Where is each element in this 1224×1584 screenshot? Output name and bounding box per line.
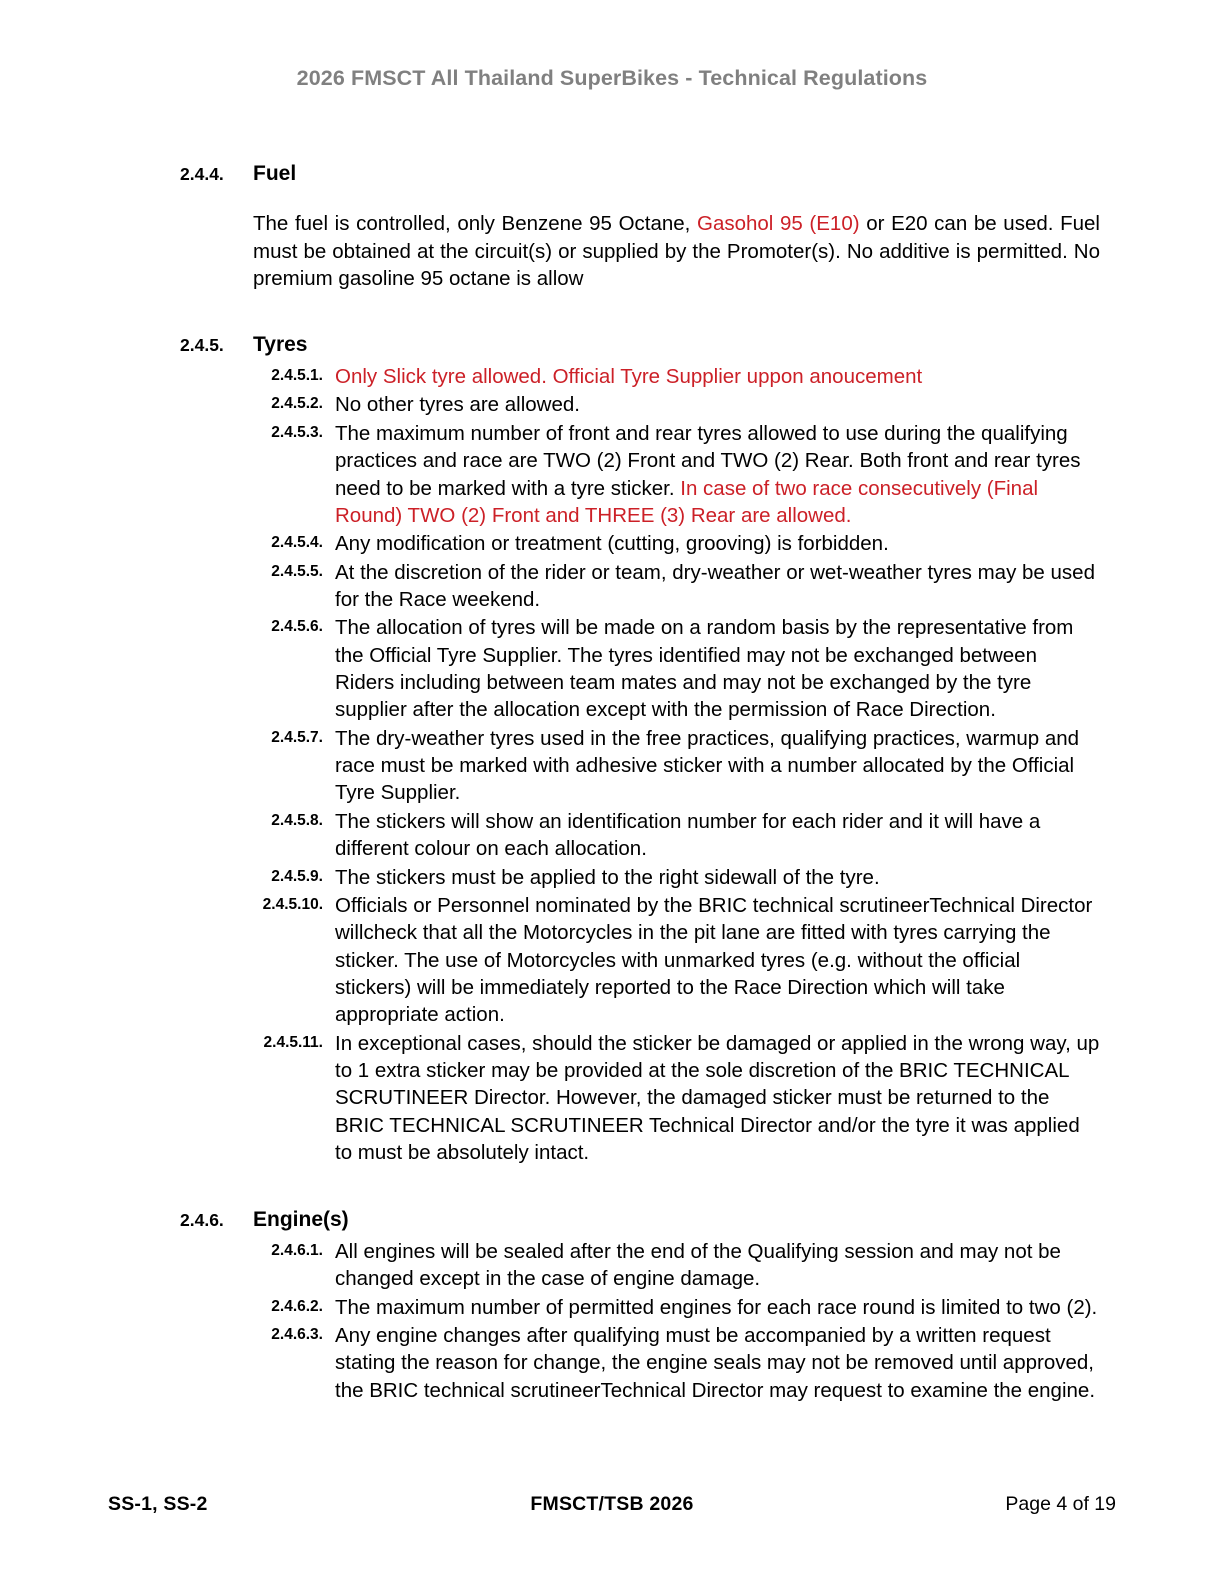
section-spacer bbox=[180, 1168, 1100, 1206]
clause-number: 2.4.5.1. bbox=[271, 367, 323, 385]
text-run: In exceptional cases, should the sticker be damaged or applied in the wrong way, up to 1 extra sticker may be provided at the sole discretion of the BRIC TECHNICAL SCRUTINEER Director. However, the damaged sticker must be returned to the BRIC TECHNICAL SCRUTINEER Technical Director and/or the tyre it was applied to must be absolutely intact. bbox=[335, 1031, 1100, 1165]
clause-text bbox=[335, 420, 1100, 529]
clause-number: 2.4.5.3. bbox=[271, 423, 323, 441]
clause-number: 2.4.5.5. bbox=[271, 562, 323, 580]
section-title: Engine(s) bbox=[253, 1207, 349, 1231]
text-run: or E20 can be used. Fuel must be obtained at the circuit(s) or supplied by the Promoter(s). No additive is permitted. No premium gasoline 95 octane is allow bbox=[253, 212, 1100, 291]
text-run: Officials or Personnel nominated by the BRIC technical scrutineerTechnical Director willcheck that all the Motorcycles in the pit lane are fitted with tyres carrying the sticker. The use of Motorcycles with unmarked tyres (e.g. without the official stickers) will be immediately reported to the Race Direction which will take appropriate action. bbox=[335, 893, 1093, 1027]
text-run: Any engine changes after qualifying must be accompanied by a written request stating the reason for change, the engine seals may not be removed until approved, the BRIC technical scrutineerTechnical Director may request to examine the engine. bbox=[335, 1323, 1096, 1402]
tyres-clause-list bbox=[180, 363, 1100, 1166]
clause-number: 2.4.5.8. bbox=[271, 811, 323, 829]
clause-text bbox=[335, 1294, 1100, 1321]
section-heading-tyres bbox=[180, 331, 1100, 359]
clause-item bbox=[180, 530, 1100, 557]
text-run: No other tyres are allowed. bbox=[335, 393, 580, 417]
clause-text bbox=[335, 1030, 1100, 1167]
text-run: The stickers will show an identification number for each rider and it will have a different colour on each allocation. bbox=[335, 809, 1041, 861]
clause-number: 2.4.5.4. bbox=[271, 534, 323, 552]
clause-item bbox=[180, 725, 1100, 807]
clause-text bbox=[335, 530, 1100, 557]
text-run: The stickers must be applied to the right sidewall of the tyre. bbox=[335, 865, 880, 889]
section-heading-fuel bbox=[180, 160, 1100, 188]
clause-text bbox=[335, 725, 1100, 807]
clause-item bbox=[180, 614, 1100, 723]
footer-document-code: FMSCT/TSB 2026 bbox=[530, 1493, 694, 1515]
clause-text bbox=[335, 1322, 1100, 1404]
clause-item bbox=[180, 808, 1100, 863]
clause-text bbox=[335, 892, 1100, 1029]
clause-item bbox=[180, 559, 1100, 614]
engines-clause-list bbox=[180, 1238, 1100, 1404]
fuel-paragraph bbox=[253, 210, 1100, 292]
section-number: 2.4.5. bbox=[180, 334, 224, 355]
clause-item bbox=[180, 1238, 1100, 1293]
clause-text bbox=[335, 1238, 1100, 1293]
clause-item bbox=[180, 864, 1100, 891]
text-run: The dry-weather tyres used in the free practices, qualifying practices, warmup and race must be marked with adhesive sticker with a number allocated by the Official Tyre Supplier. bbox=[335, 726, 1080, 805]
text-run: All engines will be sealed after the end of the Qualifying session and may not be changed except in the case of engine damage. bbox=[335, 1239, 1061, 1291]
highlighted-text-run: Only Slick tyre allowed. Official Tyre Supplier uppon anoucement bbox=[335, 365, 923, 389]
clause-text bbox=[335, 363, 1100, 390]
clause-item bbox=[180, 1294, 1100, 1321]
clause-number: 2.4.5.6. bbox=[271, 618, 323, 636]
footer-page-number: Page 4 of 19 bbox=[1005, 1493, 1116, 1515]
text-run: The maximum number of permitted engines for each race round is limited to two (2). bbox=[335, 1295, 1098, 1319]
highlighted-text-run: Gasohol 95 (E10) bbox=[697, 212, 860, 236]
clause-item bbox=[180, 1030, 1100, 1167]
clause-text bbox=[335, 864, 1100, 891]
text-run: The allocation of tyres will be made on a random basis by the representative from the Official Tyre Supplier. The tyres identified may not be exchanged between Riders including between team mates and may not be exchanged by the tyre supplier after the allocation except with the permission of Race Direction. bbox=[335, 616, 1074, 722]
section-number: 2.4.4. bbox=[180, 164, 224, 184]
clause-number: 2.4.5.11. bbox=[263, 1033, 323, 1051]
section-heading-engines bbox=[180, 1206, 1100, 1234]
clause-number: 2.4.5.10. bbox=[262, 895, 323, 913]
section-title: Tyres bbox=[253, 332, 308, 356]
clause-number: 2.4.5.9. bbox=[271, 867, 323, 885]
text-run: The maximum number of front and rear tyres allowed to use during the qualifying practices and race are TWO (2) Front and TWO (2) Rear. Both front and rear tyres need to be marked with a tyre sticker. bbox=[335, 421, 1081, 500]
clause-number: 2.4.6.1. bbox=[271, 1241, 323, 1259]
section-number: 2.4.6. bbox=[180, 1209, 224, 1230]
clause-number: 2.4.5.7. bbox=[271, 728, 323, 746]
clause-number: 2.4.6.3. bbox=[271, 1325, 323, 1343]
section-spacer bbox=[180, 293, 1100, 331]
highlighted-text-run: In case of two race consecutively (Final Round) TWO (2) Front and THREE (3) Rear are allowed. bbox=[335, 476, 1039, 527]
clause-text bbox=[335, 808, 1100, 863]
page-header-title: 2026 FMSCT All Thailand SuperBikes - Technical Regulations bbox=[296, 66, 928, 90]
text-run: The fuel is controlled, only Benzene 95 Octane, bbox=[253, 212, 697, 236]
document-body bbox=[180, 160, 1100, 1405]
footer-class-codes: SS-1, SS-2 bbox=[108, 1493, 208, 1515]
clause-number: 2.4.6.2. bbox=[271, 1297, 323, 1315]
section-title: Fuel bbox=[253, 162, 297, 185]
text-run: Any modification or treatment (cutting, grooving) is forbidden. bbox=[335, 532, 889, 556]
clause-number: 2.4.5.2. bbox=[271, 395, 323, 413]
page-footer bbox=[108, 1493, 1116, 1516]
clause-text bbox=[335, 614, 1100, 723]
text-run: At the discretion of the rider or team, dry-weather or wet-weather tyres may be used for the Race weekend. bbox=[335, 560, 1095, 611]
clause-text bbox=[335, 391, 1100, 418]
clause-item bbox=[180, 363, 1100, 390]
clause-text bbox=[335, 559, 1100, 614]
clause-item bbox=[180, 1322, 1100, 1404]
clause-item bbox=[180, 892, 1100, 1029]
clause-item bbox=[180, 391, 1100, 418]
clause-item bbox=[180, 420, 1100, 529]
